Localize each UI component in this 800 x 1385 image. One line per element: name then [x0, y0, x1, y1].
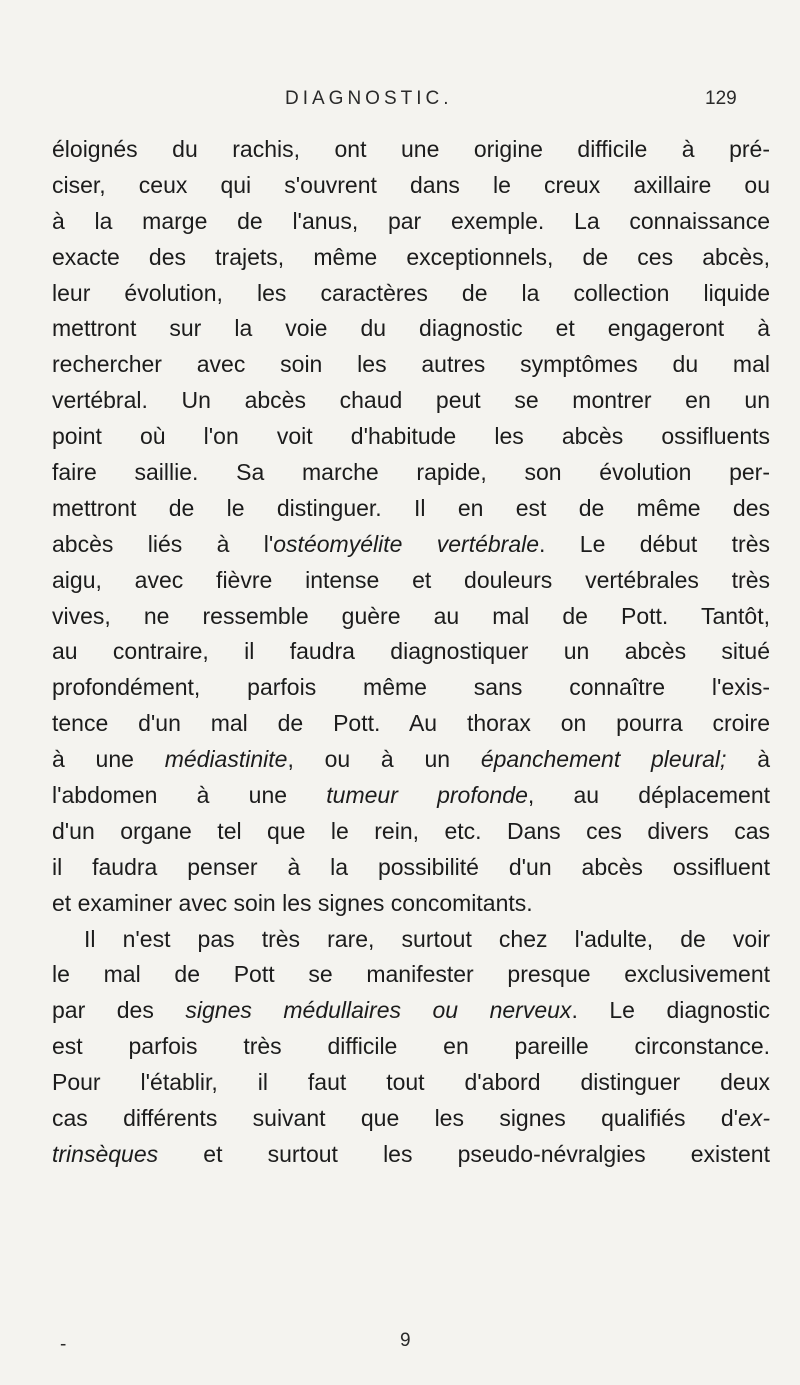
text-line	[52, 957, 770, 993]
text-line	[52, 886, 770, 922]
running-head	[0, 88, 800, 118]
text-run: au contraire, il faudra diagnostiquer un abcès situé	[52, 638, 770, 665]
text-run: il faudra penser à la possibilité d'un abcès ossifluent	[52, 853, 770, 880]
text-line	[52, 240, 770, 276]
text-line	[52, 993, 770, 1029]
text-line	[52, 419, 770, 455]
italic-text: ostéomyélite vertébrale	[273, 530, 540, 557]
text-run: tence d'un mal de Pott. Au thorax on pourra croire	[52, 710, 770, 737]
text-run: mettront de le distinguer. Il en est de même des	[52, 494, 770, 521]
text-run: et examiner avec soin les signes concomitants.	[52, 889, 533, 916]
text-line	[52, 455, 770, 491]
text-run: rechercher avec soin les autres symptômes du mal	[52, 351, 770, 378]
text-line	[52, 347, 770, 383]
text-run: vives, ne ressemble guère au mal de Pott. Tantôt,	[52, 602, 770, 629]
text-line	[52, 1137, 770, 1173]
text-run: à une	[52, 746, 165, 773]
text-line	[52, 778, 770, 814]
text-line	[52, 132, 770, 168]
text-line	[52, 634, 770, 670]
text-run: Pour l'établir, il faut tout d'abord distinguer deux	[52, 1069, 770, 1096]
italic-text: ex-	[738, 1105, 770, 1132]
italic-text: épanchement pleural;	[480, 746, 727, 773]
text-line	[52, 204, 770, 240]
signature-mark: 9	[400, 1330, 411, 1351]
printer-signature	[60, 1330, 411, 1355]
text-run: point où l'on voit d'habitude les abcès ossifluents	[52, 423, 770, 450]
text-run: profondément, parfois même sans connaître l'exis-	[52, 674, 770, 701]
page-number: 129	[705, 88, 737, 109]
text-run: par des	[52, 997, 186, 1024]
text-run: ciser, ceux qui s'ouvrent dans le creux axillaire ou	[52, 171, 770, 198]
running-head-title: DIAGNOSTIC.	[285, 88, 453, 109]
text-line	[52, 706, 770, 742]
text-run: exacte des trajets, même exceptionnels, de ces abcès,	[52, 243, 770, 270]
text-run: abcès liés à l'	[52, 530, 274, 557]
italic-text: signes médullaires ou nerveux	[185, 997, 572, 1024]
text-line	[52, 599, 770, 635]
text-line	[52, 850, 770, 886]
text-run: et surtout les pseudo-névralgies existent	[158, 1140, 770, 1167]
text-run: , ou à un	[287, 746, 481, 773]
text-line	[52, 563, 770, 599]
footer-dash: -	[60, 1334, 67, 1355]
text-run: cas différents suivant que les signes qualifiés d'	[52, 1105, 739, 1132]
text-run: éloignés du rachis, ont une origine difficile à pré-	[52, 136, 770, 162]
text-line	[52, 670, 770, 706]
text-line	[52, 1029, 770, 1065]
text-run: le mal de Pott se manifester presque exclusivement	[52, 961, 770, 988]
text-line	[52, 1065, 770, 1101]
text-line	[52, 527, 770, 563]
text-line	[52, 1101, 770, 1137]
body-text	[52, 132, 770, 1173]
text-run: faire saillie. Sa marche rapide, son évolution per-	[52, 459, 770, 486]
text-line	[52, 922, 770, 958]
text-line	[52, 311, 770, 347]
text-run: à la marge de l'anus, par exemple. La connaissance	[52, 207, 770, 234]
text-run: aigu, avec fièvre intense et douleurs vertébrales très	[52, 566, 770, 593]
text-line	[52, 742, 770, 778]
text-run: . Le diagnostic	[571, 997, 771, 1024]
italic-text: tumeur profonde	[326, 782, 528, 809]
text-line	[52, 491, 770, 527]
text-line	[52, 276, 770, 312]
italic-text: médiastinite	[164, 746, 288, 773]
text-line	[52, 168, 770, 204]
text-line	[52, 383, 770, 419]
text-run: mettront sur la voie du diagnostic et engageront à	[52, 315, 770, 342]
text-run: leur évolution, les caractères de la collection liquide	[52, 279, 770, 306]
text-run: . Le début très	[539, 530, 770, 557]
text-run: est parfois très difficile en pareille circonstance.	[52, 1033, 770, 1060]
text-run: , au déplacement	[527, 782, 770, 809]
text-run: Il n'est pas très rare, surtout chez l'adulte, de voir	[84, 925, 770, 952]
text-run: vertébral. Un abcès chaud peut se montrer en un	[52, 387, 770, 414]
italic-text: trinsèques	[52, 1140, 159, 1167]
text-run: d'un organe tel que le rein, etc. Dans ces divers cas	[52, 817, 770, 844]
text-run: à	[726, 746, 770, 773]
text-run: l'abdomen à une	[52, 782, 327, 809]
text-line	[52, 814, 770, 850]
